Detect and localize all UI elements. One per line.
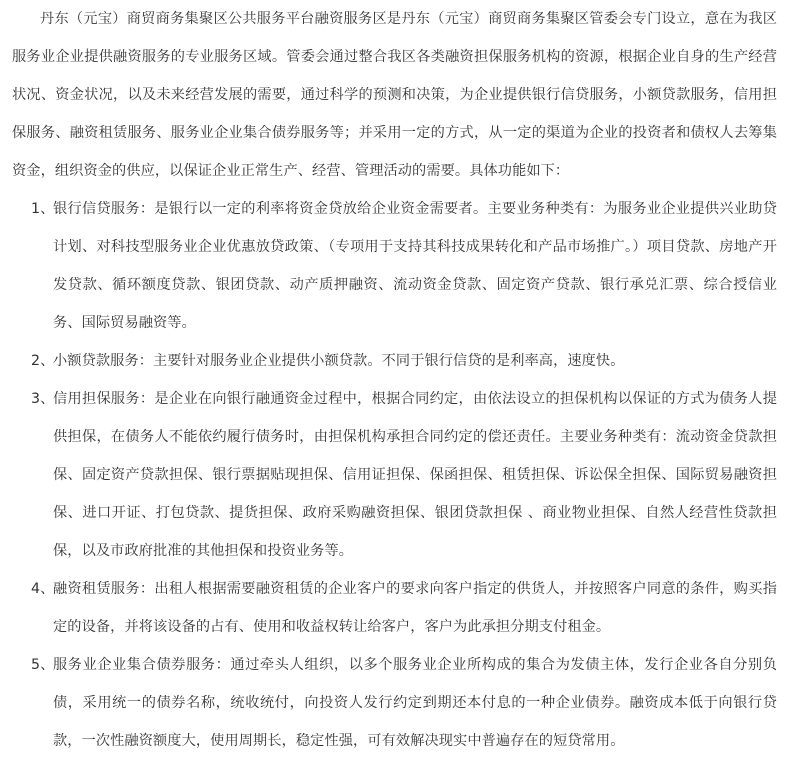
- list-item: [12, 570, 777, 646]
- function-list: [12, 190, 777, 760]
- list-item-text: 融资租赁服务：出租人根据需要融资租赁的企业客户的要求向客户指定的供货人，并按照客户同意的条件，购买指定的设备，并将该设备的占有、使用和收益权转让给客户，客户为此承担分期支付租金。: [53, 581, 777, 635]
- list-item: [12, 380, 777, 570]
- list-item-text: 银行信贷服务：是银行以一定的利率将资金贷放给企业资金需要者。主要业务种类有：为服务业企业提供兴业助贷计划、对科技型服务业企业优惠放贷政策、（专项用于支持其科技成果转化和产品市场推广。）项目贷款、房地产开发贷款、循环额度贷款、银团贷款、动产质押融资、流动资金贷款、固定资产贷款、银行承兑汇票、综合授信业务、国际贸易融资等。: [53, 201, 777, 331]
- list-item-number: 2、: [31, 353, 55, 369]
- list-item: [12, 646, 777, 760]
- list-item-number: 4、: [31, 581, 55, 597]
- intro-paragraph: 丹东（元宝）商贸商务集聚区公共服务平台融资服务区是丹东（元宝）商贸商务集聚区管委会专门设立，意在为我区服务业企业提供融资服务的专业服务区域。管委会通过整合我区各类融资担保服务机构的资源，根据企业自身的生产经营状况、资金状况，以及未来经营发展的需要，通过科学的预测和决策，为企业提供银行信贷服务，小额贷款服务，信用担保服务、融资租赁服务、服务业企业集合债券服务等；并采用一定的方式，从一定的渠道为企业的投资者和债权人去筹集资金，组织资金的供应，以保证企业正常生产、经营、管理活动的需要。具体功能如下：: [12, 11, 777, 179]
- list-item-number: 1、: [31, 201, 55, 217]
- list-item-number: 3、: [31, 391, 55, 407]
- list-item-number: 5、: [31, 657, 55, 673]
- list-item: [12, 342, 777, 380]
- list-item-text: 信用担保服务：是企业在向银行融通资金过程中，根据合同约定，由依法设立的担保机构以保证的方式为债务人提供担保，在债务人不能依约履行债务时，由担保机构承担合同约定的偿还责任。主要业务种类有：流动资金贷款担保、固定资产贷款担保、银行票据贴现担保、信用证担保、保函担保、租赁担保、诉讼保全担保、国际贸易融资担保、进口开证、打包贷款、提货担保、政府采购融资担保、银团贷款担保 、商业物业担保、自然人经营性贷款担保，以及市政府批准的其他担保和投资业务等。: [53, 391, 777, 559]
- list-item-text: 小额贷款服务：主要针对服务业企业提供小额贷款。不同于银行信贷的是利率高，速度快。: [53, 353, 625, 369]
- list-item: [12, 190, 777, 342]
- list-item-text: 服务业企业集合债券服务：通过牵头人组织，以多个服务业企业所构成的集合为发债主体，发行企业各自分别负债，采用统一的债券名称，统收统付，向投资人发行约定到期还本付息的一种企业债券。融资成本低于向银行贷款，一次性融资额度大，使用周期长，稳定性强，可有效解决现实中普遍存在的短贷常用。: [53, 657, 777, 749]
